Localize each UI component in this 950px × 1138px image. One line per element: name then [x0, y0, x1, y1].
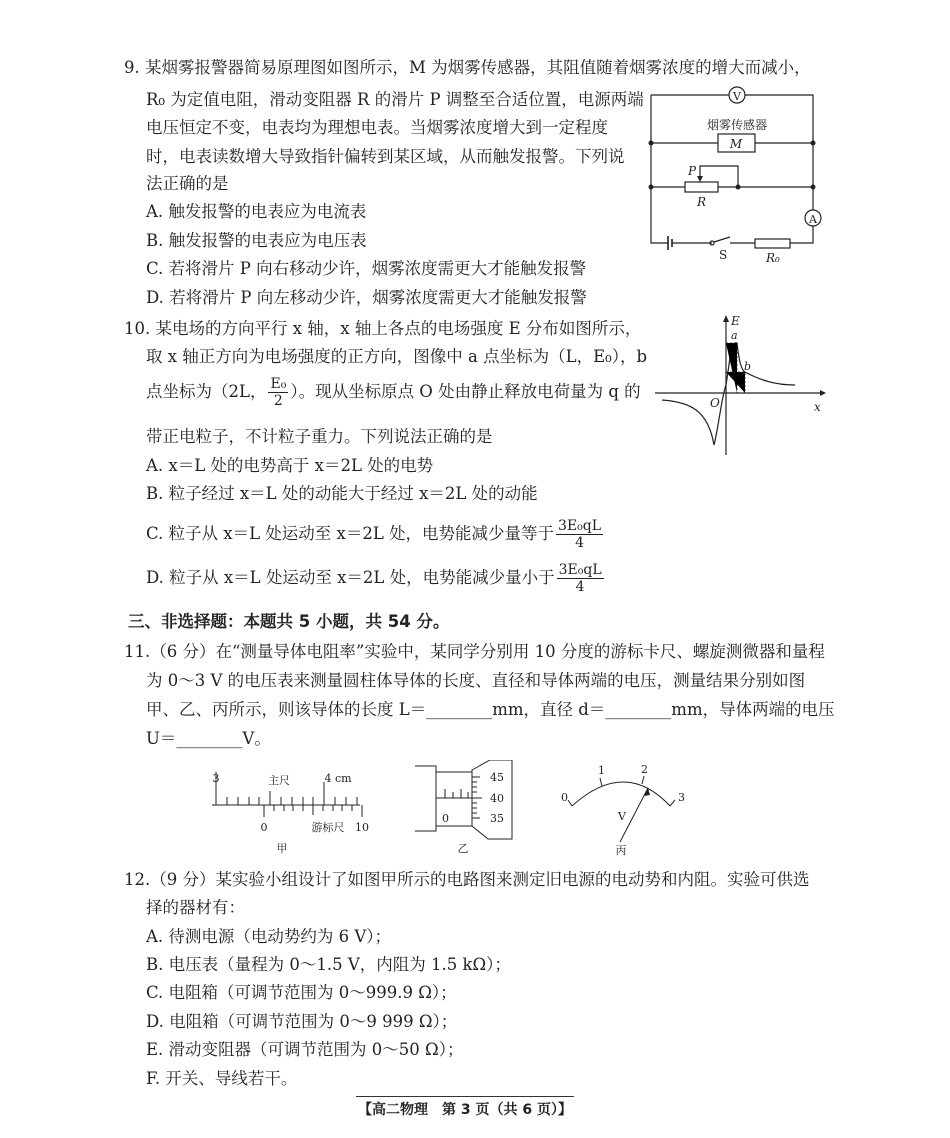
origin-label: O	[710, 396, 720, 410]
figure-jia-caption: 甲	[276, 842, 288, 855]
q11-stem-line-3: 甲、乙、丙所示，则该导体的长度 L＝________mm，直径 d＝________mm，导体两端的电压	[146, 700, 835, 719]
axis-x-label: x	[814, 400, 821, 414]
q9-option-a: A. 触发报警的电表应为电流表	[146, 202, 367, 221]
q12-stem-line-2: 择的器材有：	[146, 898, 245, 917]
voltmeter-dial	[568, 776, 675, 842]
q9-option-c: C. 若将滑片 P 向右移动少许，烟雾浓度需更大才能触发报警	[146, 259, 587, 278]
sensor-m-label: M	[729, 137, 743, 151]
energy-fraction: $\frac{\text{3E₀qL}}{4}$	[558, 562, 602, 595]
micrometer-tick-40: 40	[490, 792, 504, 805]
q9-stem-line-1: 9. 某烟雾报警器简易原理图如图所示，M 为烟雾传感器，其阻值随着烟雾浓度的增大而减小，	[124, 58, 811, 77]
voltmeter-symbol: V	[733, 90, 741, 103]
q11-stem-line-2: 为 0～3 V 的电压表来测量圆柱体导体的长度、直径和导体两端的电压，测量结果分别如图	[146, 671, 806, 690]
main-scale-end: 4 cm	[324, 772, 352, 785]
q10-stem-line-2: 取 x 轴正方向为电场强度的正方向，图像中 a 点坐标为（L，E₀），b	[146, 347, 648, 366]
q10-stem-line-3: 点坐标为（2L， $\frac{\text{E₀}}{2}$ ）。现从坐标原点 O 处由静止释放电荷量为 q 的	[146, 376, 641, 409]
q12-option-c: C. 电阻箱（可调节范围为 0～999.9 Ω）；	[146, 983, 457, 1002]
page-footer: 【高二物理 第 3 页（共 6 页）】	[358, 1102, 572, 1118]
vernier-start: 0	[260, 821, 268, 834]
figure-bing-caption: 丙	[615, 844, 627, 857]
section-3-heading: 三、非选择题：本题共 5 小题，共 54 分。	[128, 612, 450, 631]
ammeter-symbol: A	[809, 213, 817, 226]
resistor-r0-label: R₀	[766, 251, 780, 265]
point-b-label: b	[744, 360, 752, 373]
q10-stem-line-4: 带正电粒子，不计粒子重力。下列说法正确的是	[146, 427, 493, 446]
vernier-end: 10	[355, 821, 369, 834]
dial-tick-0: 0	[561, 791, 568, 804]
q12-option-a: A. 待测电源（电动势约为 6 V）；	[146, 927, 392, 946]
energy-fraction: $\frac{\text{3E₀qL}}{4}$	[558, 518, 602, 551]
q9-option-b: B. 触发报警的电表应为电压表	[146, 231, 367, 250]
q10-option-a: A. x＝L 处的电势高于 x＝2L 处的电势	[146, 456, 434, 475]
smoke-alarm-circuit-diagram	[640, 80, 840, 270]
q9-stem-line-5: 法正确的是	[146, 174, 229, 193]
rheostat-r-label: R	[697, 195, 707, 209]
dial-tick-1: 1	[598, 764, 605, 777]
micrometer-tick-45: 45	[490, 771, 504, 784]
q9-option-d: D. 若将滑片 P 向左移动少许，烟雾浓度需更大才能触发报警	[146, 288, 587, 307]
measurement-figures	[200, 760, 780, 860]
q11-stem-line-4: U＝________V。	[146, 729, 271, 748]
sensor-label: 烟雾传感器	[706, 118, 768, 132]
main-scale-start: 3	[212, 772, 220, 785]
q10-option-c: C. 粒子从 x＝L 处运动至 x＝2L 处，电势能减少量等于 $\frac{\text{3E₀qL}}{4}$	[146, 518, 602, 551]
q12-option-e: E. 滑动变阻器（可调节范围为 0～50 Ω）；	[146, 1040, 464, 1059]
dial-tick-3: 3	[678, 791, 685, 804]
q12-stem-line-1: 12.（9 分）某实验小组设计了如图甲所示的电路图来测定旧电源的电动势和内阻。实验可供选	[124, 870, 810, 889]
e0-half-fraction: $\frac{\text{E₀}}{2}$	[270, 376, 287, 409]
dial-tick-2: 2	[641, 763, 648, 776]
q10-option-b: B. 粒子经过 x＝L 处的动能大于经过 x＝2L 处的动能	[146, 484, 538, 503]
vernier-scale-label: 游标尺	[311, 821, 345, 834]
micrometer-zero: 0	[442, 812, 449, 825]
q9-stem-line-2: R₀ 为定值电阻，滑动变阻器 R 的滑片 P 调整至合适位置，电源两端	[146, 90, 644, 109]
main-scale-label: 主尺	[268, 774, 290, 787]
axis-e-label: E	[731, 314, 740, 328]
q10-option-d: D. 粒子从 x＝L 处运动至 x＝2L 处，电势能减少量小于 $\frac{\text{3E₀qL}}{4}$	[146, 562, 602, 595]
q12-option-b: B. 电压表（量程为 0～1.5 V，内阻为 1.5 kΩ）；	[146, 955, 511, 974]
q12-option-d: D. 电阻箱（可调节范围为 0～9 999 Ω）；	[146, 1012, 458, 1031]
q9-stem-line-4: 时，电表读数增大导致指针偏转到某区域，从而触发报警。下列说	[146, 147, 625, 166]
dial-unit: V	[618, 810, 626, 823]
micrometer-tick-35: 35	[490, 812, 504, 825]
electric-field-graph	[640, 310, 840, 460]
point-a-label: a	[731, 329, 738, 342]
q9-stem-line-3: 电压恒定不变，电表均为理想电表。当烟雾浓度增大到一定程度	[146, 118, 608, 137]
switch-s-label: S	[719, 248, 728, 262]
q12-option-f: F. 开关、导线若干。	[146, 1069, 298, 1088]
slider-p-label: P	[688, 164, 697, 178]
q11-stem-line-1: 11.（6 分）在“测量导体电阻率”实验中，某同学分别用 10 分度的游标卡尺、螺旋测微器和量程	[124, 642, 825, 661]
figure-yi-caption: 乙	[457, 842, 469, 855]
q10-stem-line-1: 10. 某电场的方向平行 x 轴，x 轴上各点的电场强度 E 分布如图所示，	[124, 319, 642, 338]
